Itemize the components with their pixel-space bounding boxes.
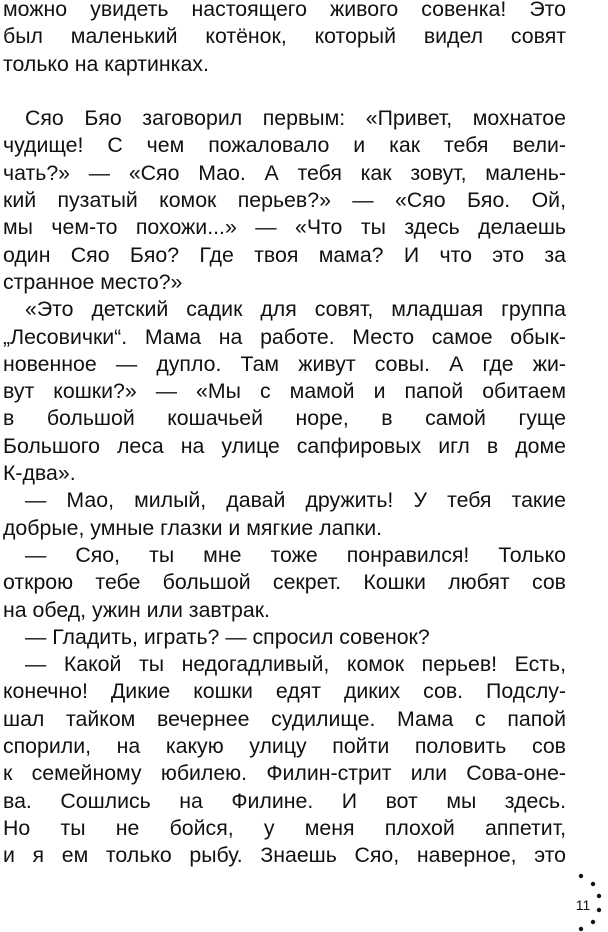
text-line: ва. Сошлись на Филине. И вот мы здесь. [3, 788, 566, 813]
text-line: только на картинках. [3, 51, 209, 76]
text-line: чать?» — «Сяо Мао. А тебя как зовут, малень- [3, 160, 566, 185]
text-line: новенное — дупло. Там живут совы. А где жи- [3, 351, 566, 376]
text-line: — Мао, милый, давай дружить! У тебя такие [25, 488, 566, 513]
text-line: и я ем только рыбу. Знаешь Сяо, наверное, это [3, 843, 566, 868]
text-line: на обед, ужин или завтрак. [3, 597, 270, 622]
text-line: добрые, умные глазки и мягкие лапки. [3, 515, 383, 540]
text-line: Но ты не бойся, у меня плохой аппетит, [3, 815, 566, 840]
text-line: можно увидеть настоящего живого совенка! Это [3, 0, 566, 21]
text-line: один Сяо Бяо? Где твоя мама? И что это за [3, 242, 566, 267]
text-line: конечно! Дикие кошки едят диких сов. Подслу- [3, 679, 566, 704]
text-line: — Гладить, играть? — спросил совенок? [25, 624, 430, 649]
text-line: странное место?» [3, 269, 183, 294]
text-line: кий пузатый комок перьев?» — «Сяо Бяо. Ой, [3, 188, 566, 213]
page-number: 11 [575, 897, 591, 913]
text-line: — Какой ты недогадливый, комок перьев! Есть, [25, 652, 566, 677]
text-line: чудище! С чем пожаловало и как тебя вели- [3, 133, 566, 158]
text-line: „Лесовички“. Мама на работе. Место самое обык- [3, 324, 566, 349]
text-line: «Это детский садик для совят, младшая группа [25, 297, 566, 322]
text-line: Сяо Бяо заговорил первым: «Привет, мохнатое [25, 106, 566, 131]
text-line: в большой кошачьей норе, в самой гуще [3, 406, 566, 431]
text-line: мы чем-то похожи...» — «Что ты здесь делаешь [3, 215, 566, 240]
text-line: был маленький котёнок, который видел совят [3, 24, 566, 49]
text-line: Большого леса на улице сапфировых игл в доме [3, 433, 566, 458]
text-line: — Сяо, ты мне тоже понравился! Только [25, 542, 566, 567]
page-text [3, 0, 566, 870]
text-line: шал тайком вечернее судилище. Мама с папой [3, 706, 566, 731]
text-line: открою тебе большой секрет. Кошки любят сов [3, 570, 566, 595]
text-line: К-два». [3, 461, 76, 486]
text-line: к семейному юбилею. Филин-стрит или Сова-оне- [3, 761, 566, 786]
paragraph-gap [3, 78, 566, 105]
text-line: вут кошки?» — «Мы с мамой и папой обитаем [3, 379, 566, 404]
text-line: спорили, на какую улицу пойти половить сов [3, 734, 566, 759]
